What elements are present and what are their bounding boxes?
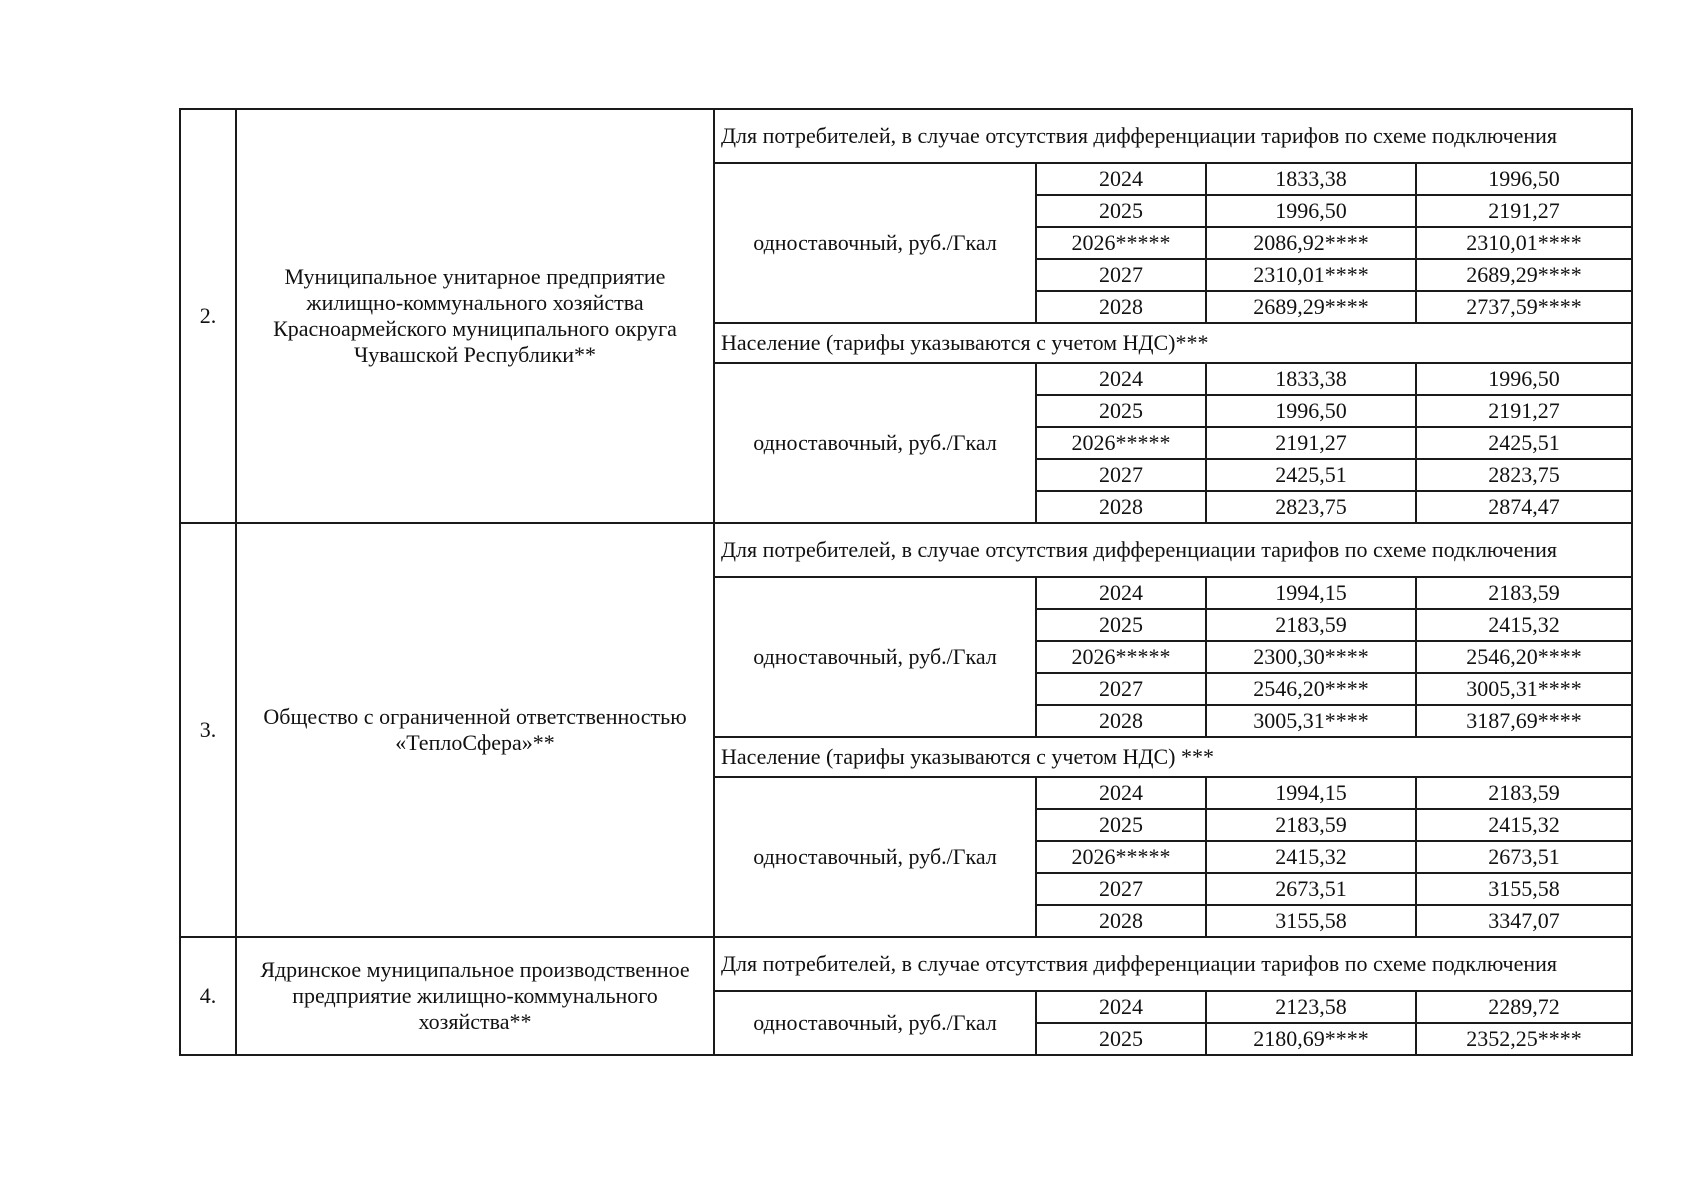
tariff-table [179, 108, 1633, 1056]
tariff-first-half-cell: 2546,20**** [1206, 673, 1416, 705]
year-cell: 2028 [1036, 291, 1206, 323]
tariff-second-half-cell: 2183,59 [1416, 577, 1632, 609]
year-cell: 2027 [1036, 259, 1206, 291]
tariff-second-half-cell: 3155,58 [1416, 873, 1632, 905]
tariff-second-half-cell: 3347,07 [1416, 905, 1632, 937]
year-cell: 2027 [1036, 459, 1206, 491]
tariff-second-half-cell: 2874,47 [1416, 491, 1632, 523]
year-cell: 2024 [1036, 163, 1206, 195]
year-cell: 2026***** [1036, 841, 1206, 873]
tariff-first-half-cell: 2123,58 [1206, 991, 1416, 1023]
year-cell: 2027 [1036, 673, 1206, 705]
organization-name: Муниципальное унитарное предприятие жилищно-коммунального хозяйства Красноармейского муниципального округа Чувашской Республики** [236, 109, 714, 523]
year-cell: 2024 [1036, 777, 1206, 809]
tariff-first-half-cell: 2183,59 [1206, 809, 1416, 841]
tariff-first-half-cell: 1996,50 [1206, 395, 1416, 427]
tariff-second-half-cell: 2191,27 [1416, 195, 1632, 227]
tariff-first-half-cell: 1833,38 [1206, 163, 1416, 195]
section-title: Население (тарифы указываются с учетом НДС) *** [714, 737, 1632, 777]
year-cell: 2027 [1036, 873, 1206, 905]
section-title: Население (тарифы указываются с учетом НДС)*** [714, 323, 1632, 363]
tariff-first-half-cell: 2183,59 [1206, 609, 1416, 641]
year-cell: 2028 [1036, 905, 1206, 937]
tariff-first-half-cell: 2310,01**** [1206, 259, 1416, 291]
year-cell: 2028 [1036, 491, 1206, 523]
section-title: Для потребителей, в случае отсутствия дифференциации тарифов по схеме подключения [714, 523, 1632, 577]
section-header-row [180, 937, 1632, 991]
tariff-first-half-cell: 3155,58 [1206, 905, 1416, 937]
section-header-row [180, 523, 1632, 577]
tariff-second-half-cell: 2823,75 [1416, 459, 1632, 491]
year-cell: 2026***** [1036, 227, 1206, 259]
tariff-second-half-cell: 1996,50 [1416, 363, 1632, 395]
tariff-second-half-cell: 2310,01**** [1416, 227, 1632, 259]
year-cell: 2025 [1036, 395, 1206, 427]
tariff-second-half-cell: 3187,69**** [1416, 705, 1632, 737]
tariff-first-half-cell: 2673,51 [1206, 873, 1416, 905]
year-cell: 2024 [1036, 363, 1206, 395]
tariff-first-half-cell: 3005,31**** [1206, 705, 1416, 737]
tariff-first-half-cell: 1994,15 [1206, 577, 1416, 609]
tariff-first-half-cell: 2425,51 [1206, 459, 1416, 491]
tariff-second-half-cell: 2289,72 [1416, 991, 1632, 1023]
tariff-first-half-cell: 2300,30**** [1206, 641, 1416, 673]
year-cell: 2024 [1036, 991, 1206, 1023]
rate-type-label: одноставочный, руб./Гкал [714, 577, 1036, 737]
section-header-row [180, 109, 1632, 163]
year-cell: 2025 [1036, 1023, 1206, 1055]
rate-type-label: одноставочный, руб./Гкал [714, 163, 1036, 323]
tariff-second-half-cell: 2673,51 [1416, 841, 1632, 873]
tariff-first-half-cell: 1996,50 [1206, 195, 1416, 227]
year-cell: 2025 [1036, 809, 1206, 841]
tariff-second-half-cell: 2191,27 [1416, 395, 1632, 427]
tariff-second-half-cell: 2425,51 [1416, 427, 1632, 459]
tariff-first-half-cell: 1994,15 [1206, 777, 1416, 809]
year-cell: 2026***** [1036, 427, 1206, 459]
year-cell: 2026***** [1036, 641, 1206, 673]
tariff-second-half-cell: 2415,32 [1416, 809, 1632, 841]
tariff-first-half-cell: 2180,69**** [1206, 1023, 1416, 1055]
tariff-first-half-cell: 2415,32 [1206, 841, 1416, 873]
year-cell: 2024 [1036, 577, 1206, 609]
tariff-second-half-cell: 3005,31**** [1416, 673, 1632, 705]
year-cell: 2025 [1036, 609, 1206, 641]
tariff-second-half-cell: 2689,29**** [1416, 259, 1632, 291]
row-number: 4. [180, 937, 236, 1055]
year-cell: 2025 [1036, 195, 1206, 227]
row-number: 3. [180, 523, 236, 937]
tariff-first-half-cell: 2086,92**** [1206, 227, 1416, 259]
rate-type-label: одноставочный, руб./Гкал [714, 777, 1036, 937]
tariff-second-half-cell: 2352,25**** [1416, 1023, 1632, 1055]
tariff-second-half-cell: 2415,32 [1416, 609, 1632, 641]
tariff-second-half-cell: 2546,20**** [1416, 641, 1632, 673]
tariff-first-half-cell: 1833,38 [1206, 363, 1416, 395]
tariff-second-half-cell: 1996,50 [1416, 163, 1632, 195]
tariff-second-half-cell: 2737,59**** [1416, 291, 1632, 323]
tariff-second-half-cell: 2183,59 [1416, 777, 1632, 809]
tariff-first-half-cell: 2689,29**** [1206, 291, 1416, 323]
row-number: 2. [180, 109, 236, 523]
year-cell: 2028 [1036, 705, 1206, 737]
tariff-first-half-cell: 2823,75 [1206, 491, 1416, 523]
section-title: Для потребителей, в случае отсутствия дифференциации тарифов по схеме подключения [714, 109, 1632, 163]
rate-type-label: одноставочный, руб./Гкал [714, 991, 1036, 1055]
tariff-first-half-cell: 2191,27 [1206, 427, 1416, 459]
organization-name: Ядринское муниципальное производственное предприятие жилищно-коммунального хозяйства** [236, 937, 714, 1055]
tariff-table-body [180, 109, 1632, 1055]
rate-type-label: одноставочный, руб./Гкал [714, 363, 1036, 523]
section-title: Для потребителей, в случае отсутствия дифференциации тарифов по схеме подключения [714, 937, 1632, 991]
organization-name: Общество с ограниченной ответственностью «ТеплоСфера»** [236, 523, 714, 937]
